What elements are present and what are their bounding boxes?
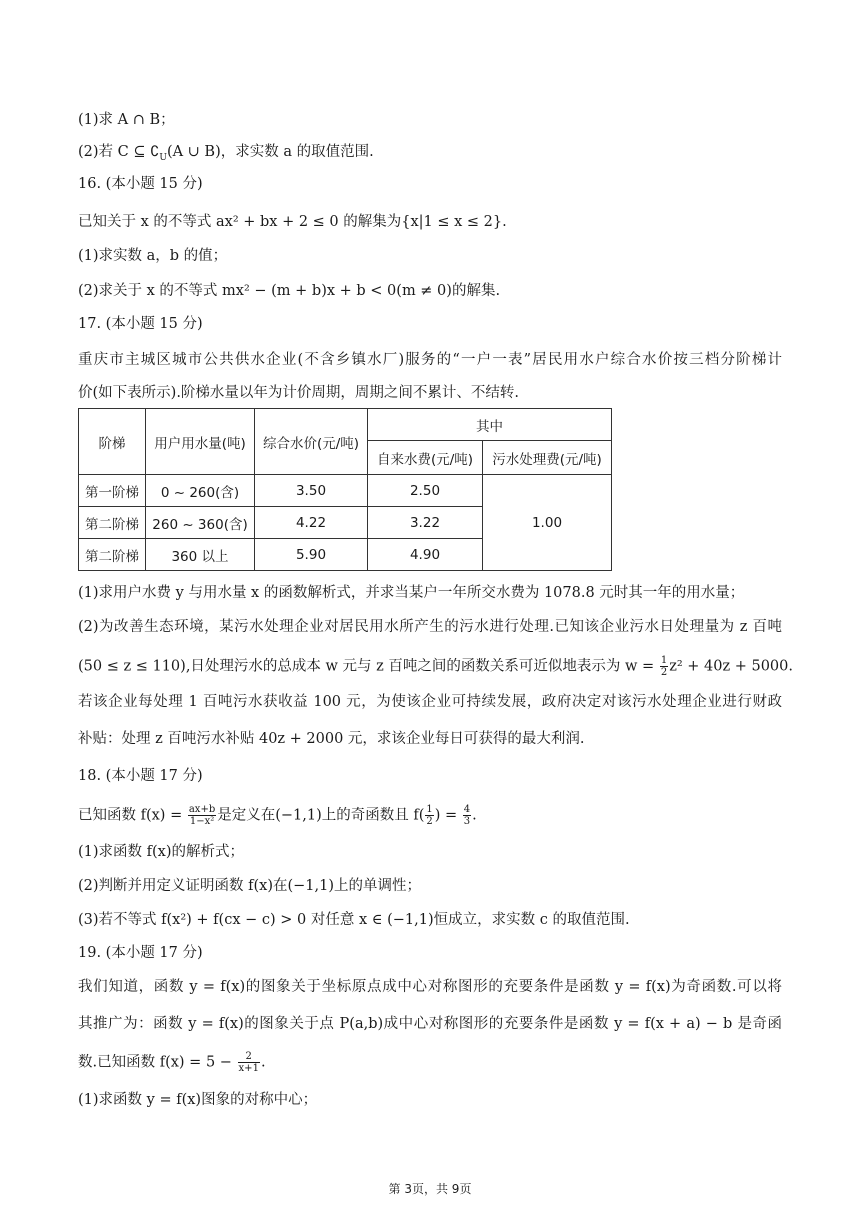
th-among: 其中 [368, 409, 612, 441]
fraction-num: ax+b [188, 804, 216, 815]
th-tap: 自来水费(元/吨) [368, 441, 483, 475]
water-price-table [78, 408, 612, 571]
th-sewage: 污水处理费(元/吨) [483, 441, 612, 475]
q15-part1: (1)求 A ∩ B； [78, 112, 175, 128]
q18-stem [78, 804, 477, 827]
cell-tier: 第一阶梯 [79, 475, 146, 507]
q19-stem-line3 [78, 1051, 266, 1074]
fraction-2-over-x1 [238, 1051, 260, 1074]
fraction-den: 1−x² [189, 816, 215, 827]
q19-part1: (1)求函数 y = f(x)图象的对称中心； [78, 1092, 318, 1108]
q18-stem-c: ) = [434, 807, 462, 824]
fraction-num: 2 [238, 1051, 260, 1063]
cell-tap: 4.90 [368, 539, 483, 571]
q19-stem-line3-a: 数.已知函数 f(x) = 5 − [78, 1054, 237, 1071]
q18-header: 18. (本小题 17 分) [78, 768, 203, 784]
fraction-den: 2 [426, 816, 433, 827]
q15-part2 [78, 142, 374, 168]
fraction-half [660, 655, 668, 678]
q16-header: 16. (本小题 15 分) [78, 176, 203, 192]
fraction-fx [188, 804, 216, 827]
q17-header: 17. (本小题 15 分) [78, 316, 203, 332]
q18-part3: (3)若不等式 f(x²) + f(cx − c) > 0 对任意 x ∈ (−1,1)恒成立，求实数 c 的取值范围. [78, 912, 630, 928]
th-tier: 阶梯 [79, 409, 146, 475]
cell-price: 3.50 [255, 475, 368, 507]
q16-part2: (2)求关于 x 的不等式 mx² − (m + b)x + b < 0(m ≠ 0)的解集. [78, 283, 501, 299]
cell-usage: 360 以上 [146, 539, 255, 571]
page-footer: 第 3页，共 9页 [388, 1182, 472, 1196]
fraction-half [425, 804, 433, 827]
cell-tier: 第二阶梯 [79, 539, 146, 571]
q17-part2-line2 [78, 655, 793, 678]
th-price: 综合水价(元/吨) [255, 409, 368, 475]
fraction-num: 4 [463, 804, 471, 815]
fraction-den: 2 [660, 667, 668, 678]
q16-stem: 已知关于 x 的不等式 ax² + bx + 2 ≤ 0 的解集为{x|1 ≤ x ≤ 2}. [78, 214, 507, 230]
cell-price: 5.90 [255, 539, 368, 571]
q17-part2-line2-b: z² + 40z + 5000. [669, 658, 793, 675]
fraction-num: 1 [426, 804, 433, 815]
q18-stem-b: 是定义在(−1,1)上的奇函数且 f( [217, 807, 425, 824]
q19-stem-line2: 其推广为：函数 y = f(x)的图象关于点 P(a,b)成中心对称图形的充要条件是函数 y = f(x + a) − b 是奇函 [78, 1016, 782, 1032]
cell-tap: 3.22 [368, 507, 483, 539]
fraction-four-thirds [463, 804, 471, 827]
q18-part1: (1)求函数 f(x)的解析式； [78, 844, 245, 860]
q18-stem-a: 已知函数 f(x) = [78, 807, 187, 824]
q15-part2-text-a: (2)若 C ⊆ ∁ [78, 144, 160, 160]
q19-stem-line1: 我们知道，函数 y = f(x)的图象关于坐标原点成中心对称图形的充要条件是函数 y = f(x)为奇函数.可以将 [78, 979, 782, 995]
th-usage: 用户用水量(吨) [146, 409, 255, 475]
q17-part2-line4: 补贴：处理 z 百吨污水补贴 40z + 2000 元，求该企业每日可获得的最大利润. [78, 731, 585, 747]
q17-part1: (1)求用户水费 y 与用水量 x 的函数解析式，并求当某户一年所交水费为 1078.8 元时其一年的用水量； [78, 585, 745, 601]
cell-price: 4.22 [255, 507, 368, 539]
q17-stem-line2: 价(如下表所示).阶梯水量以年为计价周期，周期之间不累计、不结转. [78, 385, 520, 401]
q15-part2-text-b: (A ∪ B)，求实数 a 的取值范围. [166, 144, 374, 160]
q17-part2-line2-a: (50 ≤ z ≤ 110),日处理污水的总成本 w 元与 z 百吨之间的函数关系可近似地表示为 w = [78, 658, 659, 675]
q18-part2: (2)判断并用定义证明函数 f(x)在(−1,1)上的单调性； [78, 878, 422, 894]
cell-usage: 260 ~ 360(含) [146, 507, 255, 539]
cell-tier: 第二阶梯 [79, 507, 146, 539]
q17-part2-line3: 若该企业每处理 1 百吨污水获收益 100 元，为使该企业可持续发展，政府决定对该污水处理企业进行财政 [78, 694, 782, 710]
q19-stem-line3-b: . [260, 1054, 266, 1071]
table-row [79, 475, 612, 507]
cell-tap: 2.50 [368, 475, 483, 507]
q18-stem-d: . [472, 807, 477, 824]
cell-sewage: 1.00 [483, 475, 612, 571]
cell-usage: 0 ~ 260(含) [146, 475, 255, 507]
q17-part2-line1: (2)为改善生态环境，某污水处理企业对居民用水所产生的污水进行处理.已知该企业污水日处理量为 z 百吨 [78, 619, 782, 635]
fraction-den: 3 [463, 816, 471, 827]
q16-part1: (1)求实数 a，b 的值； [78, 248, 228, 264]
fraction-den: x+1 [238, 1063, 259, 1074]
q15-part2-sub: U [159, 152, 167, 163]
q17-stem-line1: 重庆市主城区城市公共供水企业(不含乡镇水厂)服务的“一户一表”居民用水户综合水价按三档分阶梯计 [78, 352, 782, 368]
q19-header: 19. (本小题 17 分) [78, 945, 203, 961]
fraction-num: 1 [660, 655, 668, 666]
